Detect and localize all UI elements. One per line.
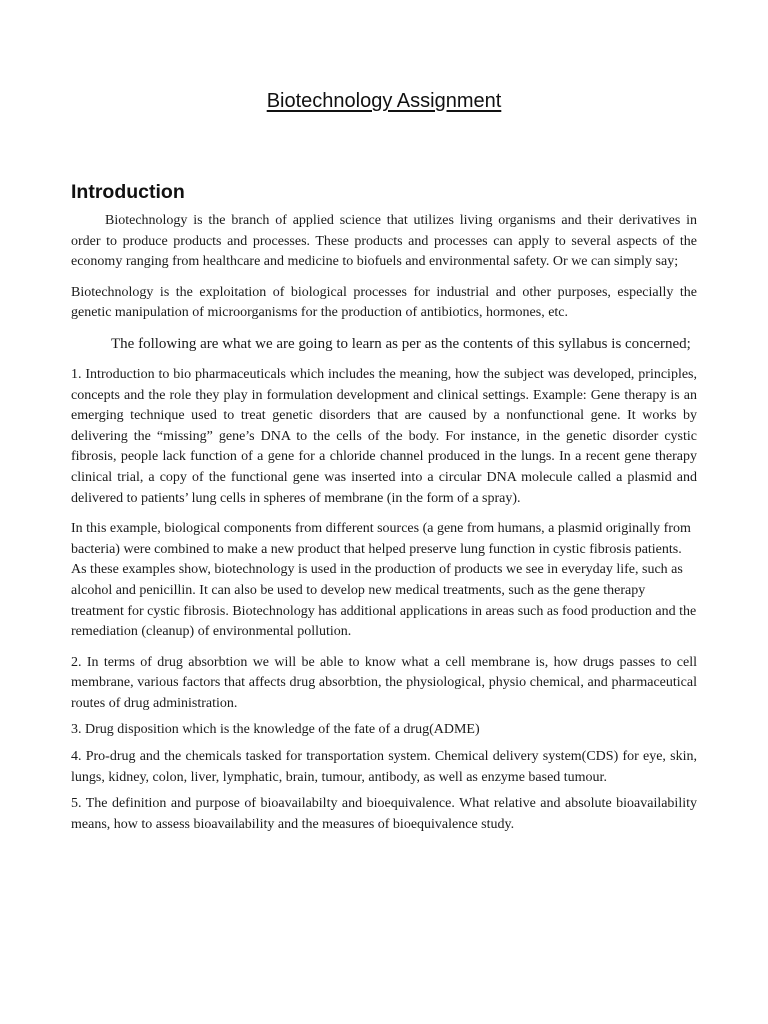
list-item-2: 2. In terms of drug absorbtion we will be able to know what a cell membrane is, how drugs passes to cell membrane, various factors that affects drug absorbtion, the physiological, physio chemical, and pharmaceutical routes of drug administration. (71, 654, 697, 711)
paragraph-example: In this example, biological components from different sources (a gene from humans, a plasmid originally from bacteria) were combined to make a new product that helped preserve lung function in cystic fibrosis patients. As these examples show, biotechnology is used in the production of products we see in everyday life, such as alcohol and penicillin. It can also be used to develop new medical treatments, such as the gene therapy treatment for cystic fibrosis. Biotechnology has additional applications in areas such as food production and the remediation (cleanup) of environmental pollution. (71, 521, 697, 640)
section-heading-introduction: Introduction (71, 181, 185, 203)
paragraph-syllabus-intro: The following are what we are going to learn as per as the contents of this syllabus is concerned; (111, 335, 691, 352)
paragraph-exploitation: Biotechnology is the exploitation of biological processes for industrial and other purposes, especially the genetic manipulation of microorganisms for the production of antibiotics, hormones, etc. (71, 284, 697, 321)
list-item-3: 3. Drug disposition which is the knowledge of the fate of a drug(ADME) (71, 722, 480, 738)
list-item-5: 5. The definition and purpose of bioavailabilty and bioequivalence. What relative and absolute bioavailability means, how to assess bioavailability and the measures of bioequivalence study. (71, 796, 697, 832)
list-item-4: 4. Pro-drug and the chemicals tasked for transportation system. Chemical delivery system(CDS) for eye, skin, lungs, kidney, colon, liver, lymphatic, brain, tumour, antibody, as well as enzyme based tumour. (71, 749, 697, 785)
list-item-1: 1. Introduction to bio pharmaceuticals which includes the meaning, how the subject was developed, principles, concepts and the role they play in formulation development and clinical settings. Example: Gene therapy is an emerging technique used to treat genetic disorders that are caused by a nonfunctional gene. It works by delivering the “missing” gene’s DNA to the cells of the body. For instance, in the genetic disorder cystic fibrosis, people lack function of a gene for a chloride channel produced in the lungs. In a recent gene therapy clinical trial, a copy of the functional gene was inserted into a circular DNA molecule called a plasmid and delivered to patients’ lung cells in spheres of membrane (in the form of a spray). (71, 366, 697, 506)
document-title: Biotechnology Assignment (266, 90, 502, 112)
paragraph-definition: Biotechnology is the branch of applied science that utilizes living organisms and their derivatives in order to produce products and processes. These products and processes can apply to several aspects of the economy ranging from healthcare and medicine to biofuels and environmental safety. Or we can simply say; (71, 213, 697, 270)
document-body (71, 211, 697, 835)
